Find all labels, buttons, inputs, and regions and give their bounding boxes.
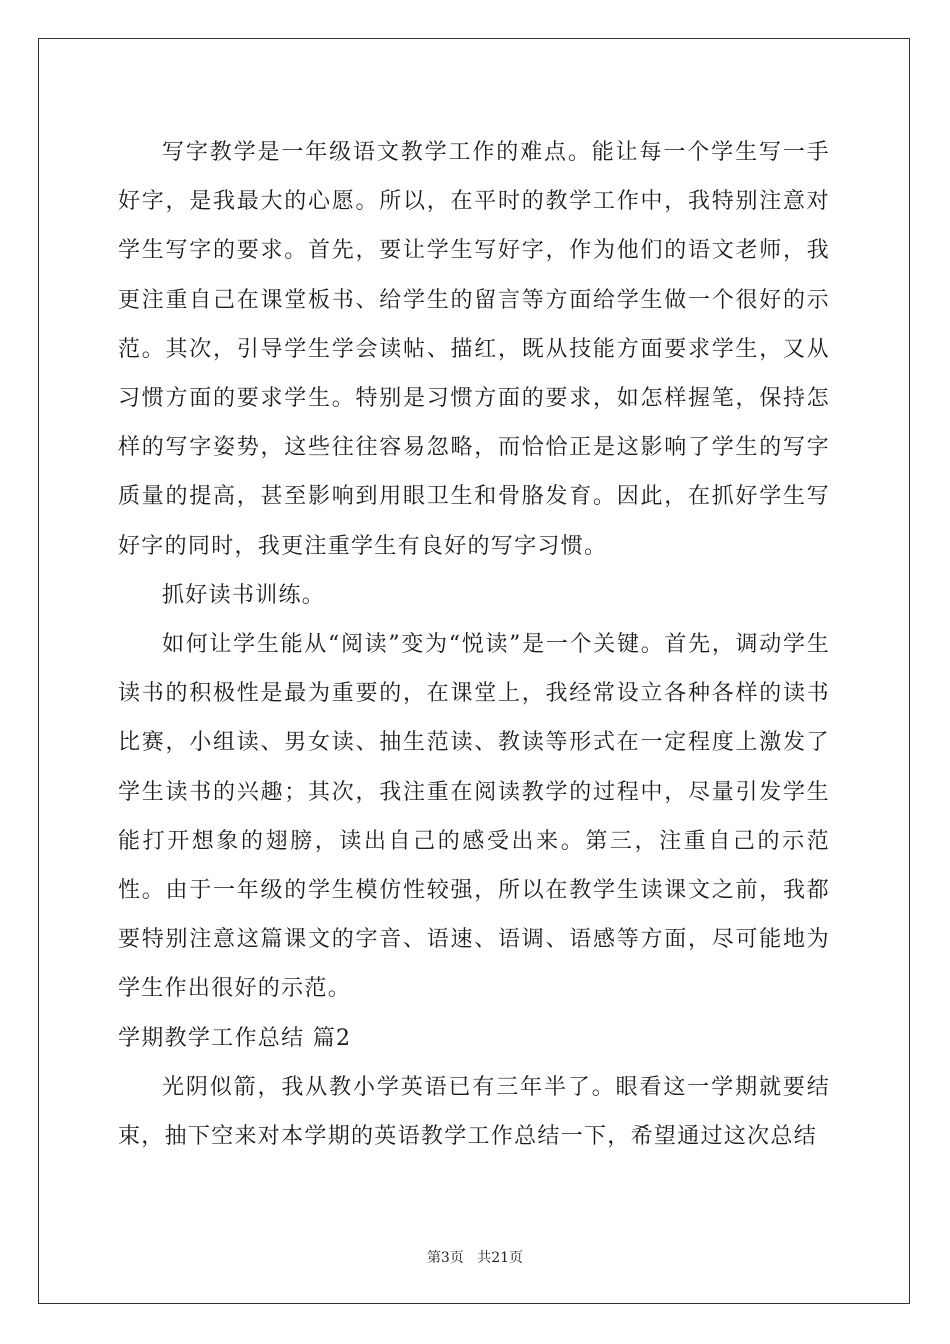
- total-page-count: 共21页: [477, 1250, 524, 1266]
- paragraph-writing-teaching: 写字教学是一年级语文教学工作的难点。能让每一个学生写一手好字，是我最大的心愿。所以，在平时的教学工作中，我特别注意对学生写字的要求。首先，要让学生写好字，作为他们的语文老师，我更注重自己在课堂板书、给学生的留言等方面给学生做一个很好的示范。其次，引导学生学会读帖、描红，既从技能方面要求学生，又从习惯方面的要求学生。特别是习惯方面的要求，如怎样握笔，保持怎样的写字姿势，这些往往容易忽略，而恰恰正是这影响了学生的写字质量的提高，甚至影响到用眼卫生和骨胳发育。因此，在抓好学生写好字的同时，我更注重学生有良好的写字习惯。: [118, 140, 830, 559]
- paragraph-reading-training-title: 抓好读书训练。: [162, 582, 326, 608]
- paragraph-english-summary: 光阴似箭，我从教小学英语已有三年半了。眼看这一学期就要结束，抽下空来对本学期的英语教学工作总结一下，希望通过这次总结: [118, 1074, 830, 1150]
- section-heading: 学期教学工作总结 篇2: [118, 1025, 352, 1051]
- current-page-number: 第3页: [426, 1250, 464, 1266]
- paragraph-reading-teaching: 如何让学生能从“阅读”变为“悦读”是一个关键。首先，调动学生读书的积极性是最为重要的，在课堂上，我经常设立各种各样的读书比赛，小组读、男女读、抽生范读、教读等形式在一定程度上激发了学生读书的兴趣；其次，我注重在阅读教学的过程中，尽量引发学生能打开想象的翅膀，读出自己的感受出来。第三，注重自己的示范性。由于一年级的学生模仿性较强，所以在教学生读课文之前，我都要特别注意这篇课文的字音、语速、语调、语感等方面，尽可能地为学生作出很好的示范。: [118, 632, 830, 1002]
- page-footer: [0, 1248, 950, 1268]
- document-body: [118, 128, 830, 1161]
